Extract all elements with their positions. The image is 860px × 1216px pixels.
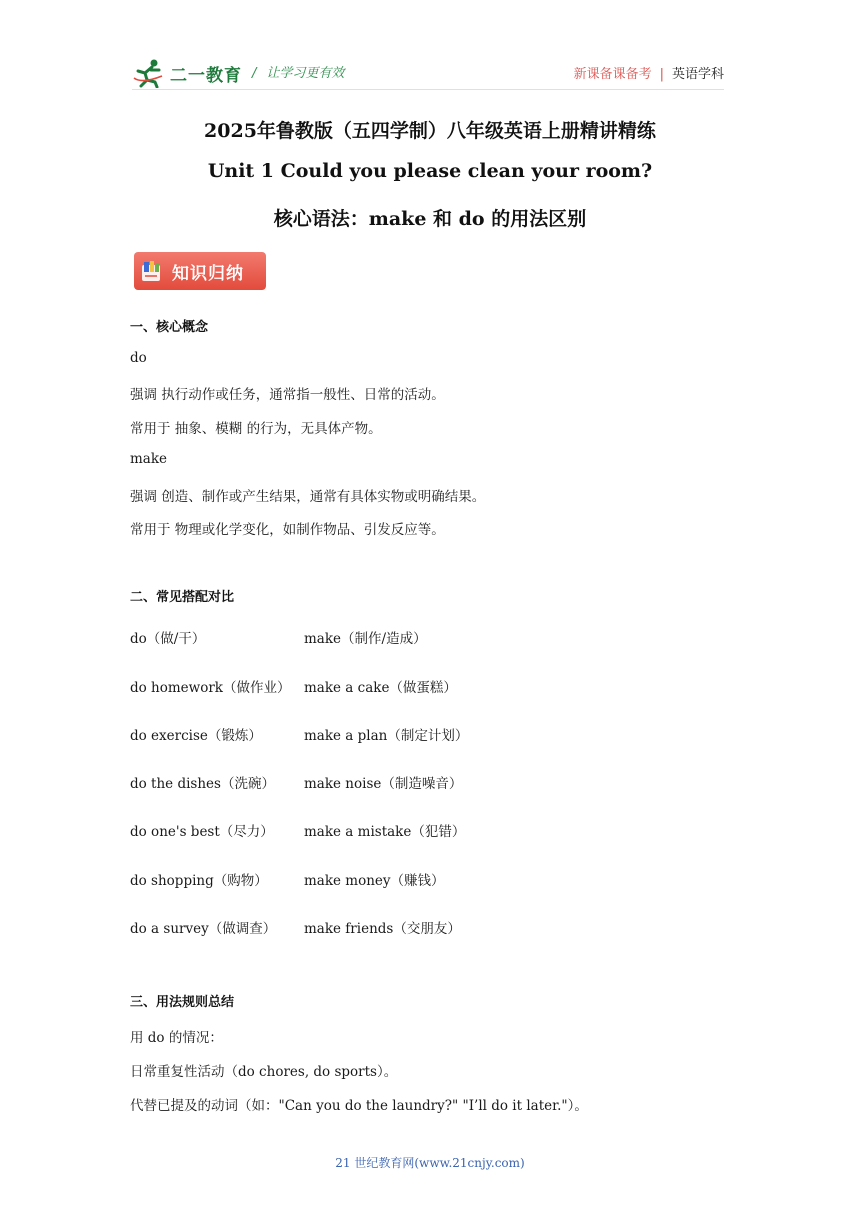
- knowledge-badge: [134, 252, 266, 290]
- page-footer: 21 世纪教育网(www.21cnjy.com): [335, 1156, 525, 1170]
- section3-line: 日常重复性活动（do chores, do sports）。: [130, 1064, 398, 1080]
- do-collocation: do the dishes（洗碗）: [130, 776, 275, 792]
- header-divider: [132, 89, 724, 90]
- section1-line: 强调 执行动作或任务，通常指一般性、日常的活动。: [130, 387, 445, 403]
- section3-line: 用 do 的情况：: [130, 1030, 223, 1046]
- header-subject: 英语学科: [671, 67, 724, 82]
- do-collocation: do homework（做作业）: [130, 680, 291, 696]
- logo-text: 二一教育: [170, 65, 242, 86]
- grammar-title: 核心语法：make 和 do 的用法区别: [273, 208, 587, 230]
- do-collocation: do a survey（做调查）: [130, 921, 277, 937]
- do-collocation: do（做/干）: [130, 631, 206, 647]
- header-right: [574, 63, 724, 82]
- section1-line: 强调 创造、制作或产生结果，通常有具体实物或明确结果。: [130, 489, 486, 505]
- section3-line: 代替已提及的动词（如："Can you do the laundry?" "I’ll do it later."）。: [130, 1098, 588, 1114]
- make-collocation: make a cake（做蛋糕）: [304, 680, 457, 696]
- make-collocation: make friends（交朋友）: [304, 921, 461, 937]
- header-tag: 新课备课备考: [573, 67, 652, 82]
- section1-line: do: [130, 350, 147, 366]
- section1-line: 常用于 抽象、模糊 的行为，无具体产物。: [130, 421, 382, 437]
- slogan: [252, 62, 344, 81]
- slogan-text: 让学习更有效: [266, 66, 345, 81]
- section1-line: 常用于 物理或化学变化，如制作物品、引发反应等。: [130, 522, 445, 538]
- book-icon: [140, 259, 162, 283]
- make-collocation: make money（赚钱）: [304, 873, 445, 889]
- do-collocation: do one's best（尽力）: [130, 824, 274, 840]
- section1-line: make: [130, 451, 168, 467]
- doc-title: 2025年鲁教版（五四学制）八年级英语上册精讲精练: [204, 120, 656, 142]
- header-separator: |: [659, 67, 664, 82]
- make-collocation: make（制作/造成）: [304, 631, 427, 647]
- make-collocation: make noise（制造噪音）: [304, 776, 463, 792]
- unit-title: Unit 1 Could you please clean your room?: [207, 160, 653, 182]
- slogan-slash: /: [252, 66, 257, 81]
- section3-heading: 三、用法规则总结: [130, 995, 235, 1010]
- runner-logo-icon: [132, 58, 166, 88]
- make-collocation: make a mistake（犯错）: [304, 824, 466, 840]
- badge-label: 知识归纳: [172, 263, 244, 284]
- page-header: [132, 54, 724, 90]
- logo: [132, 58, 242, 88]
- do-collocation: do shopping（购物）: [130, 873, 268, 889]
- make-collocation: make a plan（制定计划）: [304, 728, 469, 744]
- section2-heading: 二、常见搭配对比: [130, 590, 235, 605]
- section1-heading: 一、核心概念: [130, 320, 209, 335]
- do-collocation: do exercise（锻炼）: [130, 728, 262, 744]
